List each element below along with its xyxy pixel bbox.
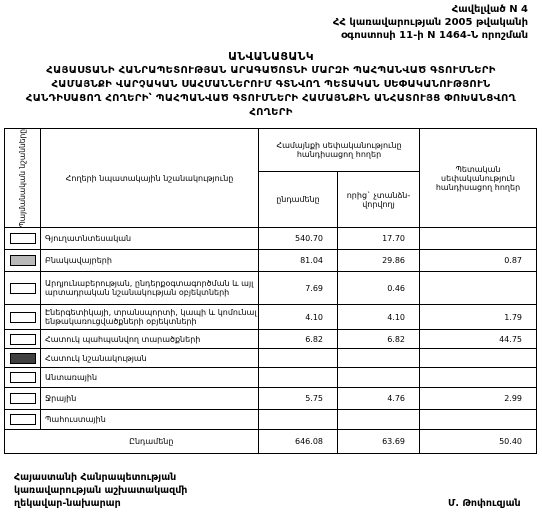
row-label: Անտառային — [41, 368, 259, 388]
row-label: Հատուկ պահպանվող տարածքների — [41, 330, 259, 349]
total-row — [5, 430, 537, 454]
title-line-4: ՀԱՆԴԻՍԱՑՈՂ ՀՈՂԵՐԻ՝ ՊԱՀՊԱՆՎԱԾ ԳՏՈՒՄՆԵՐԻ ՀԱՄԱՅՆՔԻՆ ԱՆՀԱՏՈՒՅՑ ՓՈԽԱՆՑՎՈՂ — [25, 93, 517, 104]
row-total: 4.10 — [259, 305, 338, 330]
total-label: Ընդամենը — [41, 430, 259, 454]
row-label: Բնակավայրերի — [41, 250, 259, 272]
annex-number: Հավելված N 4 — [451, 4, 528, 15]
title-line-5: ՀՈՂԵՐԻ — [249, 107, 293, 118]
table-row — [5, 388, 537, 410]
row-state — [420, 349, 537, 368]
row-of-which: 29.86 — [338, 250, 420, 272]
row-label: Ջրային — [41, 388, 259, 410]
table-row — [5, 272, 537, 305]
legend-swatch — [10, 414, 36, 425]
legend-swatch — [10, 312, 36, 323]
of-which-subheader: որից` չտանձն-վորվողյ — [338, 172, 420, 228]
annex-decision: օգոստոսի 11-ի N 1464-Ն որոշման — [340, 30, 528, 41]
legend-swatch — [10, 283, 36, 294]
table-row — [5, 250, 537, 272]
title-line-3: ՀԱՄԱՅՆՔԻ ՎԱՐՉԱԿԱՆ ՍԱՀՄԱՆՆԵՐՈՒՄ ԳՏՆՎՈՂ ՊԵՏԱԿԱՆ ՍԵՓԱԿԱՆՈՒԹՅՈՒՆ — [51, 79, 491, 90]
signatory-title-2: կառավարության աշխատակազմի — [14, 485, 188, 496]
table-row — [5, 228, 537, 250]
row-label: Գյուղատնտեսական — [41, 228, 259, 250]
category-header: Հողերի նպատակային նշանակությունը — [41, 129, 259, 228]
row-state — [420, 368, 537, 388]
row-state — [420, 272, 537, 305]
total-subheader: ընդամենը — [259, 172, 338, 228]
row-total: 7.69 — [259, 272, 338, 305]
row-label: Էներգետիկայի, տրանսպորտի, կապի և կոմունալ ենթակառուցվածքների օբյեկտների — [41, 305, 259, 330]
state-land-header: Պետական սեփականություն հանդիսացող հողեր — [420, 129, 537, 228]
row-state — [420, 228, 537, 250]
total-state: 50.40 — [420, 430, 537, 454]
row-of-which: 0.46 — [338, 272, 420, 305]
row-state — [420, 410, 537, 430]
row-total: 5.75 — [259, 388, 338, 410]
legend-swatch — [10, 393, 36, 404]
row-of-which — [338, 410, 420, 430]
legend-swatch — [10, 372, 36, 383]
row-label: Պահուստային — [41, 410, 259, 430]
table-row — [5, 368, 537, 388]
row-of-which: 4.76 — [338, 388, 420, 410]
doc-title: ԱՆՎԱՆԱՑԱՆԿ — [228, 50, 314, 63]
community-land-header: Համայնքի սեփականությունը հանդիսացող հողեր — [259, 129, 420, 172]
legend-swatch — [10, 255, 36, 266]
row-total — [259, 349, 338, 368]
annex-government: ՀՀ կառավարության 2005 թվականի — [332, 17, 528, 28]
row-total: 81.04 — [259, 250, 338, 272]
table-row — [5, 410, 537, 430]
signatory-name: Մ. Թոփուզյան — [448, 498, 521, 509]
table-row — [5, 330, 537, 349]
row-total: 540.70 — [259, 228, 338, 250]
title-line-2: ՀԱՅԱՍՏԱՆԻ ՀԱՆՐԱՊԵՏՈՒԹՅԱՆ ԱՐԱԳԱԾՈՏՆԻ ՄԱՐԶԻ ՊԱՀՊԱՆՎԱԾ ԳՏՈՒՄՆԵՐԻ — [46, 65, 496, 76]
legend-swatch — [10, 334, 36, 345]
row-of-which: 6.82 — [338, 330, 420, 349]
row-of-which: 4.10 — [338, 305, 420, 330]
row-label: Արդյունաբերության, ընդերքօգտագործման և այլ արտադրական նշանակության օբյեկտների — [41, 272, 259, 305]
row-of-which — [338, 349, 420, 368]
row-state: 2.99 — [420, 388, 537, 410]
signatory-title-1: Հայաստանի Հանրապետության — [14, 472, 177, 483]
row-of-which — [338, 368, 420, 388]
row-total — [259, 368, 338, 388]
legend-swatch — [10, 233, 36, 244]
row-total: 6.82 — [259, 330, 338, 349]
table-row — [5, 305, 537, 330]
row-label: Հատուկ նշանակության — [41, 349, 259, 368]
total-of-which: 63.69 — [338, 430, 420, 454]
row-state: 44.75 — [420, 330, 537, 349]
row-state: 1.79 — [420, 305, 537, 330]
legend-swatch — [10, 353, 36, 364]
row-state: 0.87 — [420, 250, 537, 272]
row-total — [259, 410, 338, 430]
land-table — [4, 128, 537, 454]
legend-header: Պայմանական նշանները — [5, 129, 41, 228]
signatory-title-3: ղեկավար-նախարար — [14, 498, 121, 509]
table-row — [5, 349, 537, 368]
total-value: 646.08 — [259, 430, 338, 454]
row-of-which: 17.70 — [338, 228, 420, 250]
